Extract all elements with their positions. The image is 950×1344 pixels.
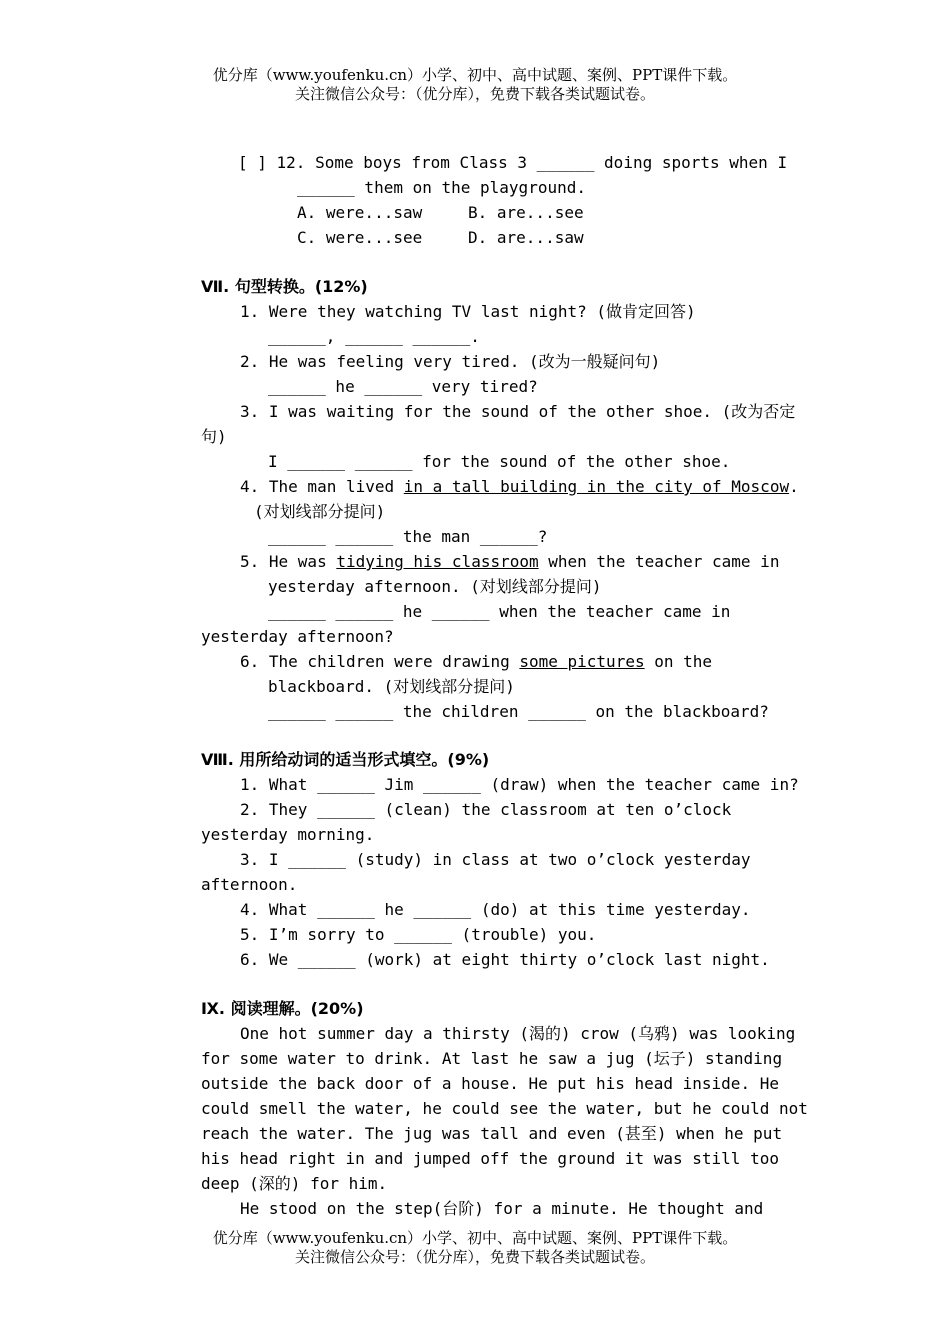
s9-para-line-2: for some water to drink. At last he saw a jug (坛子) standing (201, 1049, 783, 1068)
s7-q2-answer: ______ he ______ very tired? (268, 377, 538, 396)
q12-line-2: ______ them on the playground. (297, 178, 586, 197)
s8-q3-cont: afternoon. (201, 875, 298, 894)
s7-q4-cont: (对划线部分提问) (254, 502, 386, 521)
s8-q3: 3. I ______ (study) in class at two o’clock yesterday (240, 850, 751, 869)
s7-q4-answer: ______ ______ the man ______? (268, 527, 548, 546)
s7-q1: 1. Were they watching TV last night? (做肯定回答) (240, 302, 696, 321)
s7-q4-underlined: in a tall building in the city of Moscow (403, 477, 790, 496)
q12-option-c: C. were...see (297, 228, 423, 247)
q12-option-d: D. are...saw (468, 228, 584, 247)
s9-para-line-4: could smell the water, he could see the water, but he could not (201, 1099, 808, 1118)
s9-para-line-7: deep (深的) for him. (201, 1174, 388, 1193)
footer-line-2: 关注微信公众号：（优分库），免费下载各类试题试卷。 (294, 1248, 655, 1266)
s7-q5: 5. He was tidying his classroom when the teacher came in (240, 552, 780, 571)
header-line-2: 关注微信公众号：（优分库），免费下载各类试题试卷。 (294, 85, 655, 103)
section-9-title: Ⅸ. 阅读理解。(20%) (201, 999, 364, 1018)
s8-q5: 5. I’m sorry to ______ (trouble) you. (240, 925, 597, 944)
s7-q3-answer: I ______ ______ for the sound of the other shoe. (268, 452, 731, 471)
s8-q6: 6. We ______ (work) at eight thirty o’clock last night. (240, 950, 770, 969)
s7-q5-underlined: tidying his classroom (336, 552, 539, 571)
s9-para-line-1: One hot summer day a thirsty (渴的) crow (乌鸦) was looking (240, 1024, 796, 1043)
s9-para-line-5: reach the water. The jug was tall and even (甚至) when he put (201, 1124, 783, 1143)
s7-q3: 3. I was waiting for the sound of the other shoe. (改为否定 (240, 402, 796, 421)
s7-q1-answer: ______, ______ ______. (268, 327, 480, 346)
q12-option-b: B. are...see (468, 203, 584, 222)
s7-q6: 6. The children were drawing some pictures on the (240, 652, 713, 671)
header-line-1: 优分库（www.youfenku.cn）小学、初中、高中试题、案例、PPT课件下载。 (212, 66, 738, 84)
s7-q5-answer-cont: yesterday afternoon? (201, 627, 394, 646)
section-7-title: Ⅶ. 句型转换。(12%) (201, 277, 368, 296)
s9-para-line-6: his head right in and jumped off the ground it was still too (201, 1149, 779, 1168)
section-8-title: Ⅷ. 用所给动词的适当形式填空。(9%) (201, 750, 490, 769)
footer-line-1: 优分库（www.youfenku.cn）小学、初中、高中试题、案例、PPT课件下载。 (212, 1229, 738, 1247)
s9-para-line-3: outside the back door of a house. He put his head inside. He (201, 1074, 779, 1093)
s8-q2: 2. They ______ (clean) the classroom at ten o’clock (240, 800, 732, 819)
s7-q6-cont: blackboard. (对划线部分提问) (268, 677, 515, 696)
s7-q4: 4. The man lived in a tall building in the city of Moscow. (240, 477, 799, 496)
q12-option-a: A. were...saw (297, 203, 423, 222)
s7-q6-underlined: some pictures (519, 652, 645, 671)
s7-q5-answer: ______ ______ he ______ when the teacher came in (268, 602, 731, 621)
s7-q5-cont: yesterday afternoon. (对划线部分提问) (268, 577, 602, 596)
s7-q3-cont: 句) (201, 427, 227, 446)
s8-q2-cont: yesterday morning. (201, 825, 375, 844)
q12-line-1: [ ] 12. Some boys from Class 3 ______ doing sports when I (238, 153, 788, 172)
s7-q6-answer: ______ ______ the children ______ on the blackboard? (268, 702, 769, 721)
s8-q1: 1. What ______ Jim ______ (draw) when the teacher came in? (240, 775, 799, 794)
s7-q2: 2. He was feeling very tired. (改为一般疑问句) (240, 352, 661, 371)
s8-q4: 4. What ______ he ______ (do) at this time yesterday. (240, 900, 751, 919)
s9-para-line-8: He stood on the step(台阶) for a minute. He thought and (240, 1199, 764, 1218)
